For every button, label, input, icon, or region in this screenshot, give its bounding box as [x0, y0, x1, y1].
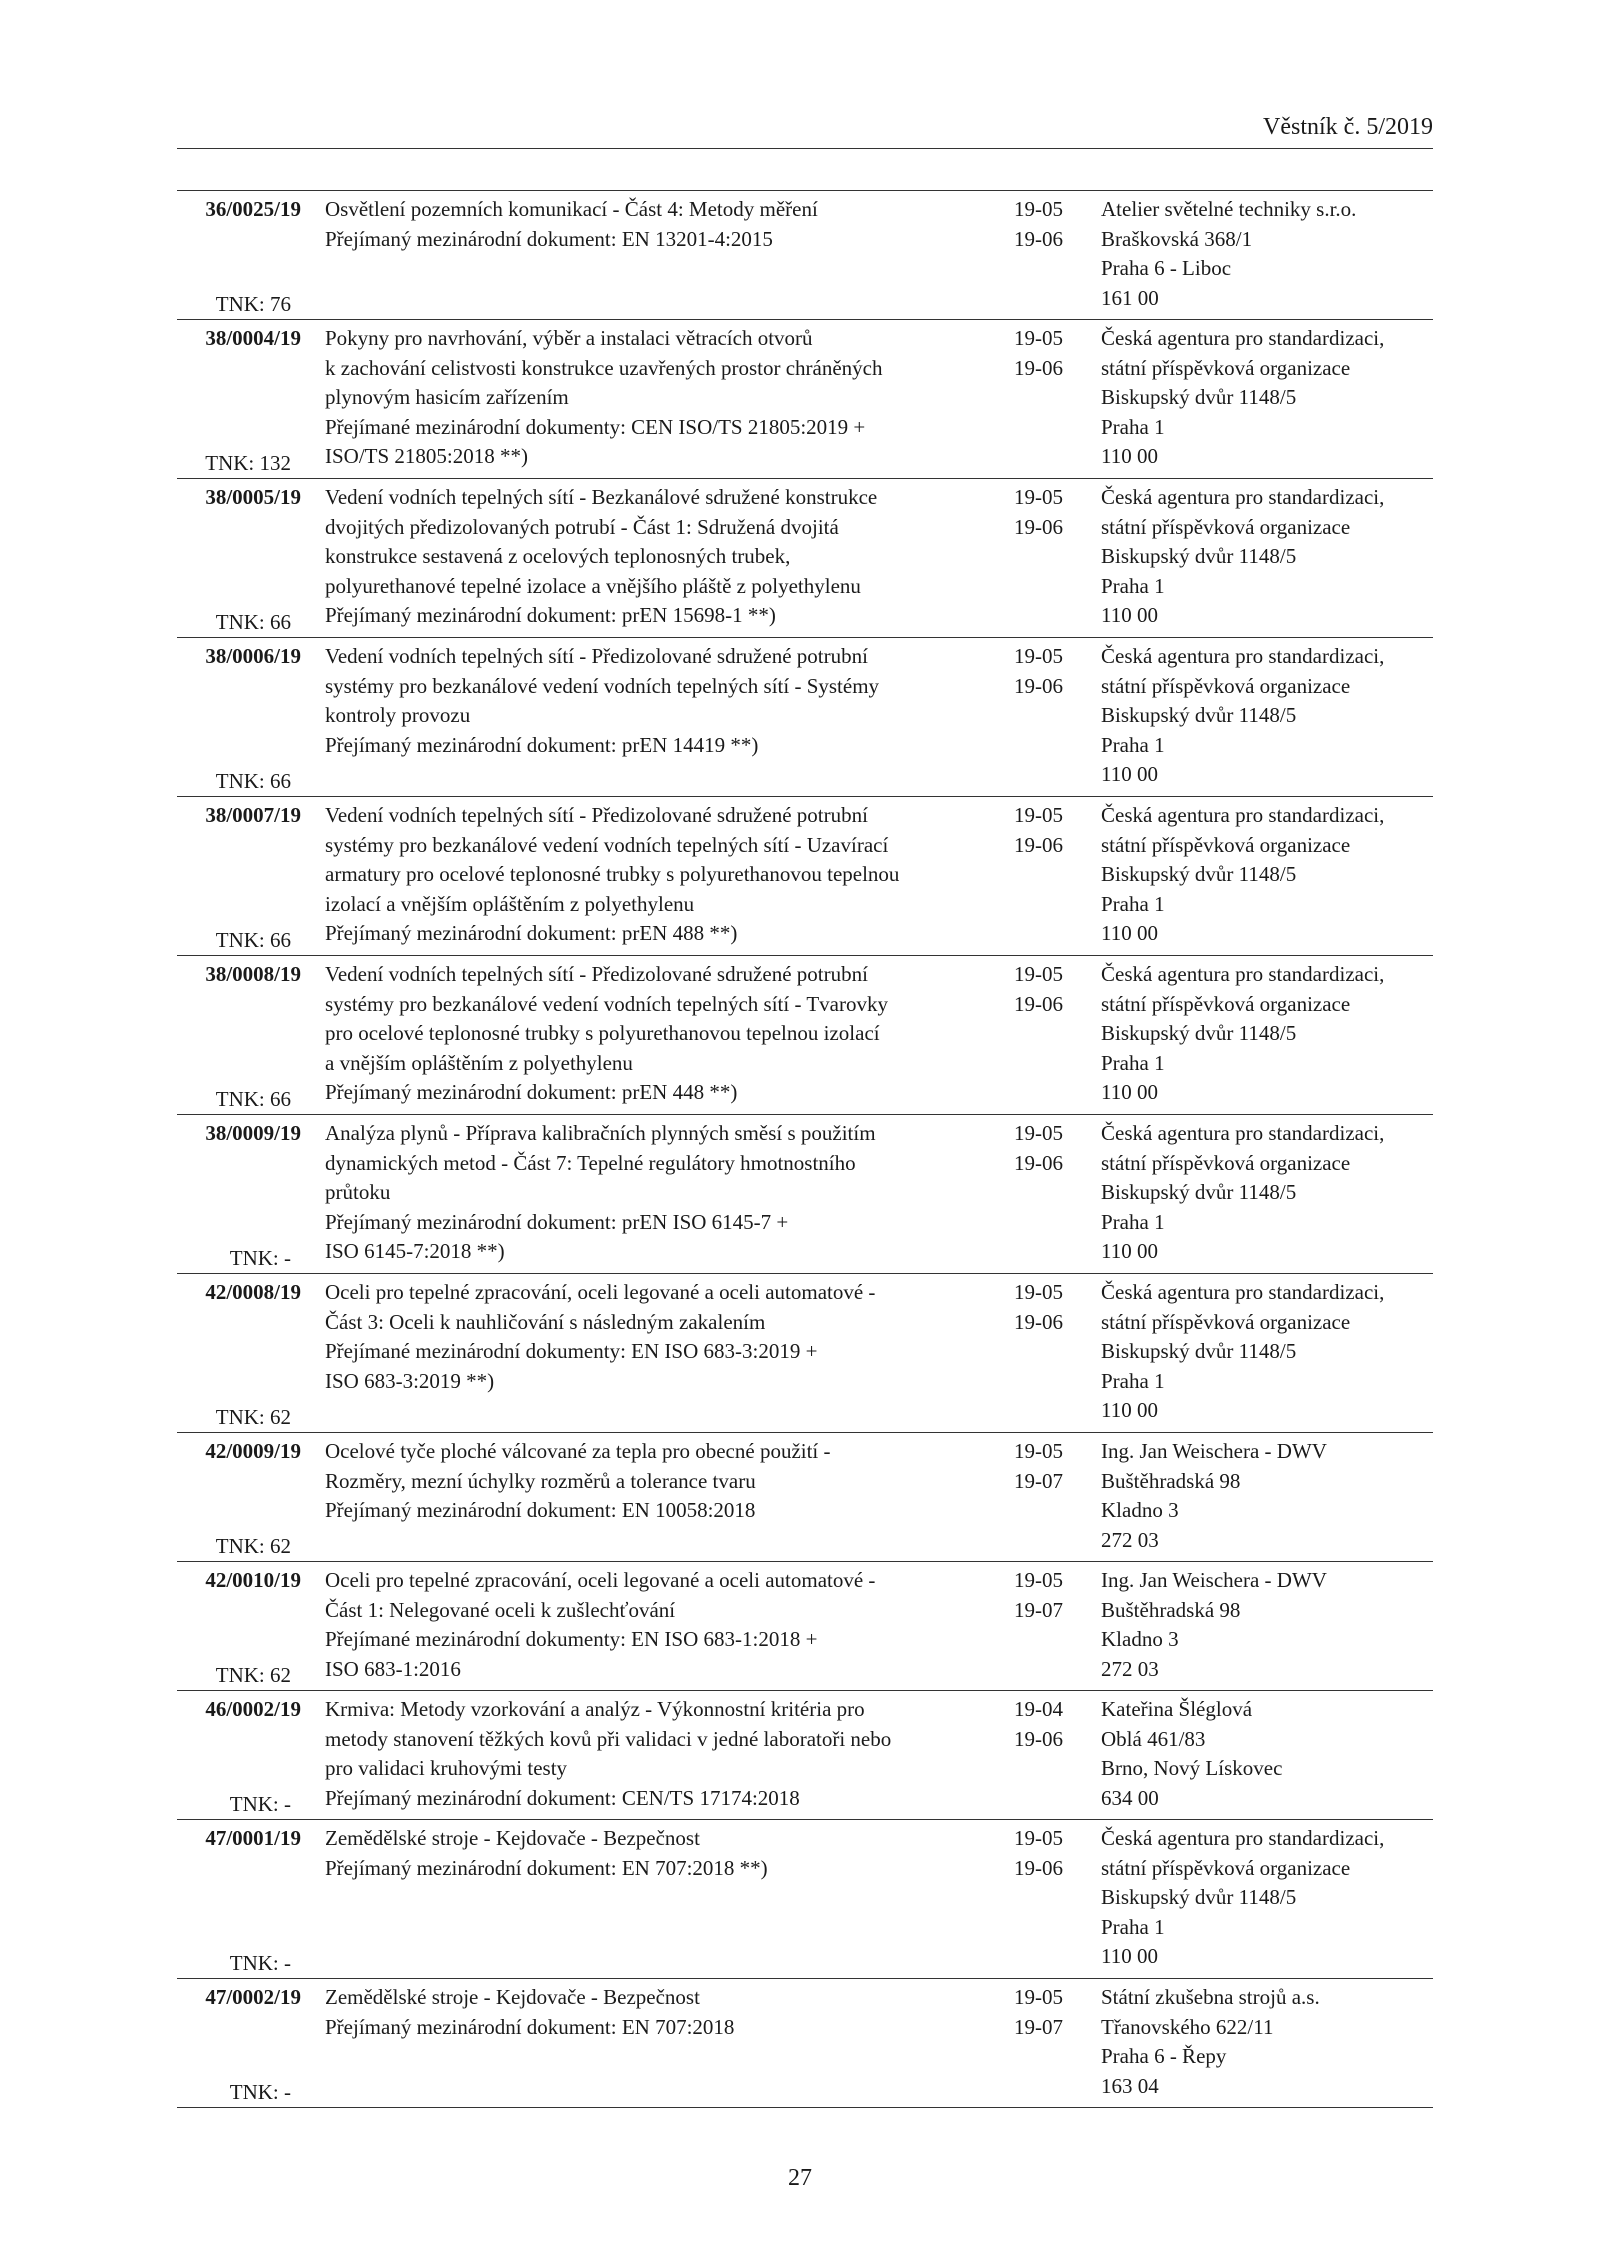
table-row — [177, 1819, 1433, 1978]
entry-address-line: Oblá 461/83 — [1101, 1726, 1206, 1751]
entry-address-line: Biskupský dvůr 1148/5 — [1101, 544, 1297, 568]
entry-date: 19-07 — [1014, 1597, 1063, 1622]
entry-address — [1101, 195, 1441, 313]
entry-date: 19-06 — [1014, 991, 1063, 1016]
entry-address-line: státní příspěvková organizace — [1101, 991, 1351, 1016]
page-number: 27 — [788, 2165, 812, 2191]
entry-tnk: TNK: 62 — [215, 1533, 291, 1558]
table-row — [177, 637, 1433, 796]
entry-date: 19-06 — [1014, 1150, 1063, 1175]
entry-address — [1101, 1824, 1441, 1972]
entry-title-line: ISO 683-3:2019 **) — [325, 1368, 495, 1393]
entry-date: 19-06 — [1014, 514, 1063, 539]
entry-address-line: Biskupský dvůr 1148/5 — [1101, 1180, 1297, 1204]
entry-address-line: Kateřina Šléglová — [1101, 1697, 1253, 1721]
table-row — [177, 1114, 1433, 1273]
entry-date: 19-05 — [1014, 644, 1063, 668]
entry-title-line: Krmiva: Metody vzorkování a analýz - Výkonnostní kritéria pro — [325, 1697, 865, 1721]
entry-address-line: Státní zkušebna strojů a.s. — [1101, 1985, 1320, 2009]
entry-address-line: Buštěhradská 98 — [1101, 1597, 1241, 1622]
entry-date: 19-05 — [1014, 1985, 1063, 2009]
entry-id: 42/0008/19 — [205, 1280, 301, 1304]
table-row — [177, 478, 1433, 637]
entry-title — [325, 642, 1025, 760]
entry-address — [1101, 1695, 1441, 1813]
entry-title — [325, 801, 1025, 949]
entry-title — [325, 195, 1025, 254]
entry-title-line: ISO 6145-7:2018 **) — [325, 1239, 505, 1263]
entry-title-line: Ocelové tyče ploché válcované za tepla pro obecné použití - — [325, 1439, 831, 1463]
entry-title-line: Vedení vodních tepelných sítí - Předizolované sdružené potrubní — [325, 803, 868, 827]
entry-title-line: Osvětlení pozemních komunikací - Část 4: Metody měření — [325, 197, 818, 221]
entry-title-line: Přejímaný mezinárodní dokument: CEN/TS 17174:2018 — [325, 1785, 800, 1810]
entry-address-line: Brno, Nový Lískovec — [1101, 1756, 1283, 1780]
entry-date: 19-05 — [1014, 1121, 1063, 1145]
entry-dates — [1014, 1278, 1084, 1337]
entry-address-line: Kladno 3 — [1101, 1627, 1179, 1651]
entry-address — [1101, 960, 1441, 1108]
entry-date: 19-07 — [1014, 1468, 1063, 1493]
entry-title-line: průtoku — [325, 1180, 391, 1204]
standards-table — [177, 190, 1433, 2108]
entry-title-line: systémy pro bezkanálové vedení vodních tepelných sítí - Uzavírací — [325, 832, 889, 857]
entry-address-line: Ing. Jan Weischera - DWV — [1101, 1439, 1327, 1463]
entry-date: 19-06 — [1014, 226, 1063, 251]
entry-title-line: Přejímaný mezinárodní dokument: prEN 448 **) — [325, 1080, 738, 1104]
entry-tnk: TNK: - — [229, 1791, 291, 1816]
entry-title-line: polyurethanové tepelné izolace a vnějšího pláště z polyethylenu — [325, 573, 861, 598]
entry-date: 19-07 — [1014, 2014, 1063, 2039]
entry-tnk: TNK: 76 — [215, 291, 291, 316]
entry-tnk: TNK: - — [229, 1950, 291, 1975]
entry-id: 47/0001/19 — [205, 1826, 301, 1850]
entry-date: 19-05 — [1014, 803, 1063, 827]
table-row — [177, 190, 1433, 319]
entry-address-line: Česká agentura pro standardizaci, — [1101, 1121, 1385, 1145]
entry-date: 19-05 — [1014, 1826, 1063, 1850]
entry-address-line: státní příspěvková organizace — [1101, 1855, 1351, 1880]
entry-address — [1101, 1278, 1441, 1426]
entry-address-line: 634 00 — [1101, 1785, 1159, 1810]
entry-title-line: dynamických metod - Část 7: Tepelné regulátory hmotnostního — [325, 1150, 856, 1175]
entry-dates — [1014, 801, 1084, 860]
entry-title-line: armatury pro ocelové teplonosné trubky s polyurethanovou tepelnou — [325, 862, 900, 886]
entry-title — [325, 1983, 1025, 2042]
entry-dates — [1014, 960, 1084, 1019]
entry-date: 19-05 — [1014, 485, 1063, 509]
entry-address-line: 110 00 — [1101, 1239, 1158, 1263]
entry-title-line: Vedení vodních tepelných sítí - Předizolované sdružené potrubní — [325, 644, 868, 668]
entry-title-line: Pokyny pro navrhování, výběr a instalaci větracích otvorů — [325, 326, 813, 350]
entry-address-line: 110 00 — [1101, 762, 1158, 786]
entry-date: 19-05 — [1014, 1280, 1063, 1304]
entry-title-line: metody stanovení těžkých kovů při validaci v jedné laboratoři nebo — [325, 1726, 892, 1751]
entry-address-line: 110 00 — [1101, 603, 1158, 627]
entry-address-line: Biskupský dvůr 1148/5 — [1101, 1021, 1297, 1045]
entry-id: 42/0010/19 — [205, 1568, 301, 1592]
entry-dates — [1014, 1119, 1084, 1178]
entry-dates — [1014, 1566, 1084, 1625]
entry-title-line: k zachování celistvosti konstrukce uzavřených prostor chráněných — [325, 355, 883, 380]
entry-address-line: Praha 1 — [1101, 573, 1165, 598]
entry-address-line: Třanovského 622/11 — [1101, 2014, 1274, 2039]
entry-address-line: Ing. Jan Weischera - DWV — [1101, 1568, 1327, 1592]
entry-title-line: systémy pro bezkanálové vedení vodních tepelných sítí - Tvarovky — [325, 991, 888, 1016]
entry-title-line: Část 1: Nelegované oceli k zušlechťování — [325, 1597, 676, 1622]
entry-tnk: TNK: 132 — [205, 450, 291, 475]
entry-address — [1101, 1983, 1441, 2101]
entry-address-line: Česká agentura pro standardizaci, — [1101, 644, 1385, 668]
entry-title-line: Přejímaný mezinárodní dokument: prEN 488 **) — [325, 921, 738, 945]
entry-title — [325, 1437, 1025, 1526]
entry-tnk: TNK: 66 — [215, 768, 291, 793]
entry-address-line: Praha 1 — [1101, 1050, 1165, 1075]
entry-title-line: Přejímané mezinárodní dokumenty: CEN ISO/TS 21805:2019 + — [325, 414, 866, 439]
entry-title — [325, 1566, 1025, 1684]
entry-address — [1101, 1566, 1441, 1684]
entry-address-line: Braškovská 368/1 — [1101, 226, 1253, 251]
entry-id: 38/0004/19 — [205, 326, 301, 350]
entry-tnk: TNK: 62 — [215, 1662, 291, 1687]
entry-address-line: státní příspěvková organizace — [1101, 514, 1351, 539]
entry-title-line: izolací a vnějším opláštěním z polyethylenu — [325, 891, 695, 916]
entry-address-line: Atelier světelné techniky s.r.o. — [1101, 197, 1357, 221]
entry-dates — [1014, 642, 1084, 701]
table-row — [177, 1561, 1433, 1690]
entry-address-line: Česká agentura pro standardizaci, — [1101, 962, 1385, 986]
entry-id: 38/0006/19 — [205, 644, 301, 668]
entry-address-line: 161 00 — [1101, 285, 1159, 310]
entry-title-line: plynovým hasicím zařízením — [325, 385, 569, 409]
entry-title-line: pro validaci kruhovými testy — [325, 1756, 568, 1780]
entry-address — [1101, 324, 1441, 472]
table-row — [177, 1978, 1433, 2108]
entry-address-line: 163 04 — [1101, 2073, 1159, 2098]
entry-tnk: TNK: 66 — [215, 927, 291, 952]
entry-title-line: Přejímané mezinárodní dokumenty: EN ISO 683-1:2018 + — [325, 1627, 818, 1651]
page-header — [177, 112, 1433, 149]
entry-address-line: 110 00 — [1101, 921, 1158, 945]
entry-address-line: Praha 6 - Řepy — [1101, 2044, 1227, 2068]
entry-address-line: Kladno 3 — [1101, 1498, 1179, 1522]
entry-title — [325, 483, 1025, 631]
entry-tnk: TNK: - — [229, 1245, 291, 1270]
entry-address-line: Česká agentura pro standardizaci, — [1101, 803, 1385, 827]
entry-title-line: a vnějším opláštěním z polyethylenu — [325, 1050, 633, 1075]
table-row — [177, 955, 1433, 1114]
entry-id: 38/0009/19 — [205, 1121, 301, 1145]
entry-title-line: Přejímaný mezinárodní dokument: EN 707:2018 **) — [325, 1855, 768, 1880]
table-row — [177, 1273, 1433, 1432]
entry-address-line: Buštěhradská 98 — [1101, 1468, 1241, 1493]
entry-address-line: státní příspěvková organizace — [1101, 355, 1351, 380]
entry-id: 42/0009/19 — [205, 1439, 301, 1463]
entry-address-line: státní příspěvková organizace — [1101, 1150, 1351, 1175]
entry-title — [325, 1278, 1025, 1396]
entry-title-line: Oceli pro tepelné zpracování, oceli legované a oceli automatové - — [325, 1568, 876, 1592]
entry-title — [325, 1119, 1025, 1267]
entry-address — [1101, 1437, 1441, 1555]
entry-title-line: Analýza plynů - Příprava kalibračních plynných směsí s použitím — [325, 1121, 876, 1145]
entry-address-line: státní příspěvková organizace — [1101, 1309, 1351, 1334]
entry-date: 19-06 — [1014, 1726, 1063, 1751]
entry-tnk: TNK: 66 — [215, 609, 291, 634]
entry-title-line: kontroly provozu — [325, 703, 471, 727]
entry-title-line: Vedení vodních tepelných sítí - Bezkanálové sdružené konstrukce — [325, 485, 878, 509]
entry-address — [1101, 642, 1441, 790]
entry-address-line: Praha 1 — [1101, 1209, 1165, 1234]
entry-date: 19-06 — [1014, 355, 1063, 380]
entry-title — [325, 960, 1025, 1108]
entry-address-line: 110 00 — [1101, 1398, 1158, 1422]
entry-date: 19-06 — [1014, 1309, 1063, 1334]
entry-address-line: Praha 1 — [1101, 1914, 1165, 1939]
entry-title — [325, 1824, 1025, 1883]
entry-dates — [1014, 483, 1084, 542]
entry-address-line: Biskupský dvůr 1148/5 — [1101, 703, 1297, 727]
entry-address-line: Česká agentura pro standardizaci, — [1101, 1280, 1385, 1304]
table-row — [177, 796, 1433, 955]
entry-title-line: Přejímaný mezinárodní dokument: prEN 14419 **) — [325, 732, 759, 757]
entry-id: 47/0002/19 — [205, 1985, 301, 2009]
entry-address — [1101, 1119, 1441, 1267]
entry-address-line: 110 00 — [1101, 1080, 1158, 1104]
entry-id: 38/0005/19 — [205, 485, 301, 509]
entry-address-line: Praha 1 — [1101, 414, 1165, 439]
table-row — [177, 1690, 1433, 1819]
entry-date: 19-06 — [1014, 832, 1063, 857]
table-row — [177, 1432, 1433, 1561]
entry-address-line: státní příspěvková organizace — [1101, 673, 1351, 698]
entry-title-line: Přejímaný mezinárodní dokument: prEN 15698-1 **) — [325, 603, 776, 627]
entry-address-line: Biskupský dvůr 1148/5 — [1101, 1885, 1297, 1909]
entry-date: 19-05 — [1014, 197, 1063, 221]
entry-id: 38/0008/19 — [205, 962, 301, 986]
entry-title-line: ISO 683-1:2016 — [325, 1656, 461, 1681]
entry-address-line: Česká agentura pro standardizaci, — [1101, 485, 1385, 509]
entry-title-line: Přejímaný mezinárodní dokument: prEN ISO 6145-7 + — [325, 1209, 789, 1234]
entry-title-line: Přejímaný mezinárodní dokument: EN 707:2018 — [325, 2014, 735, 2039]
entry-title-line: systémy pro bezkanálové vedení vodních tepelných sítí - Systémy — [325, 673, 880, 698]
entry-title-line: Část 3: Oceli k nauhličování s následným zakalením — [325, 1309, 766, 1334]
entry-address-line: Biskupský dvůr 1148/5 — [1101, 1339, 1297, 1363]
entry-title-line: pro ocelové teplonosné trubky s polyurethanovou tepelnou izolací — [325, 1021, 880, 1045]
entry-title-line: Přejímané mezinárodní dokumenty: EN ISO 683-3:2019 + — [325, 1339, 818, 1363]
entry-date: 19-04 — [1014, 1697, 1063, 1721]
entry-tnk: TNK: 62 — [215, 1404, 291, 1429]
entry-dates — [1014, 1695, 1084, 1754]
entry-address-line: Biskupský dvůr 1148/5 — [1101, 862, 1297, 886]
entry-date: 19-06 — [1014, 1855, 1063, 1880]
entry-address — [1101, 801, 1441, 949]
entry-title-line: Rozměry, mezní úchylky rozměrů a tolerance tvaru — [325, 1468, 756, 1493]
entry-dates — [1014, 1983, 1084, 2042]
entry-title-line: ISO/TS 21805:2018 **) — [325, 444, 529, 468]
entry-title-line: Oceli pro tepelné zpracování, oceli legované a oceli automatové - — [325, 1280, 876, 1304]
entry-address-line: 110 00 — [1101, 444, 1158, 468]
entry-title-line: Vedení vodních tepelných sítí - Předizolované sdružené potrubní — [325, 962, 868, 986]
entry-tnk: TNK: 66 — [215, 1086, 291, 1111]
entry-title-line: dvojitých předizolovaných potrubí - Část 1: Sdružená dvojitá — [325, 514, 839, 539]
entry-address-line: 272 03 — [1101, 1527, 1159, 1552]
entry-title — [325, 324, 1025, 472]
entry-address-line: 272 03 — [1101, 1656, 1159, 1681]
entry-date: 19-05 — [1014, 1568, 1063, 1592]
journal-title: Věstník č. 5/2019 — [1263, 114, 1433, 140]
entry-address-line: Praha 6 - Liboc — [1101, 256, 1232, 280]
entry-title-line: konstrukce sestavená z ocelových teplonosných trubek, — [325, 544, 791, 568]
entry-title-line: Přejímaný mezinárodní dokument: EN 13201-4:2015 — [325, 226, 773, 251]
entry-address — [1101, 483, 1441, 631]
entry-address-line: Biskupský dvůr 1148/5 — [1101, 385, 1297, 409]
entry-address-line: státní příspěvková organizace — [1101, 832, 1351, 857]
entry-date: 19-05 — [1014, 962, 1063, 986]
entry-address-line: Česká agentura pro standardizaci, — [1101, 1826, 1385, 1850]
entry-dates — [1014, 195, 1084, 254]
entry-date: 19-05 — [1014, 1439, 1063, 1463]
entry-id: 38/0007/19 — [205, 803, 301, 827]
entry-address-line: Praha 1 — [1101, 1368, 1165, 1393]
entry-title — [325, 1695, 1025, 1813]
table-row — [177, 319, 1433, 478]
entry-address-line: Praha 1 — [1101, 732, 1165, 757]
entry-title-line: Zemědělské stroje - Kejdovače - Bezpečnost — [325, 1826, 700, 1850]
entry-tnk: TNK: - — [229, 2079, 291, 2104]
entry-address-line: Česká agentura pro standardizaci, — [1101, 326, 1385, 350]
entry-title-line: Zemědělské stroje - Kejdovače - Bezpečnost — [325, 1985, 700, 2009]
entry-dates — [1014, 1824, 1084, 1883]
entry-dates — [1014, 324, 1084, 383]
entry-date: 19-06 — [1014, 673, 1063, 698]
entry-address-line: 110 00 — [1101, 1944, 1158, 1968]
entry-title-line: Přejímaný mezinárodní dokument: EN 10058:2018 — [325, 1498, 756, 1522]
entry-date: 19-05 — [1014, 326, 1063, 350]
entry-id: 36/0025/19 — [205, 197, 301, 221]
entry-id: 46/0002/19 — [205, 1697, 301, 1721]
entry-dates — [1014, 1437, 1084, 1496]
entry-address-line: Praha 1 — [1101, 891, 1165, 916]
